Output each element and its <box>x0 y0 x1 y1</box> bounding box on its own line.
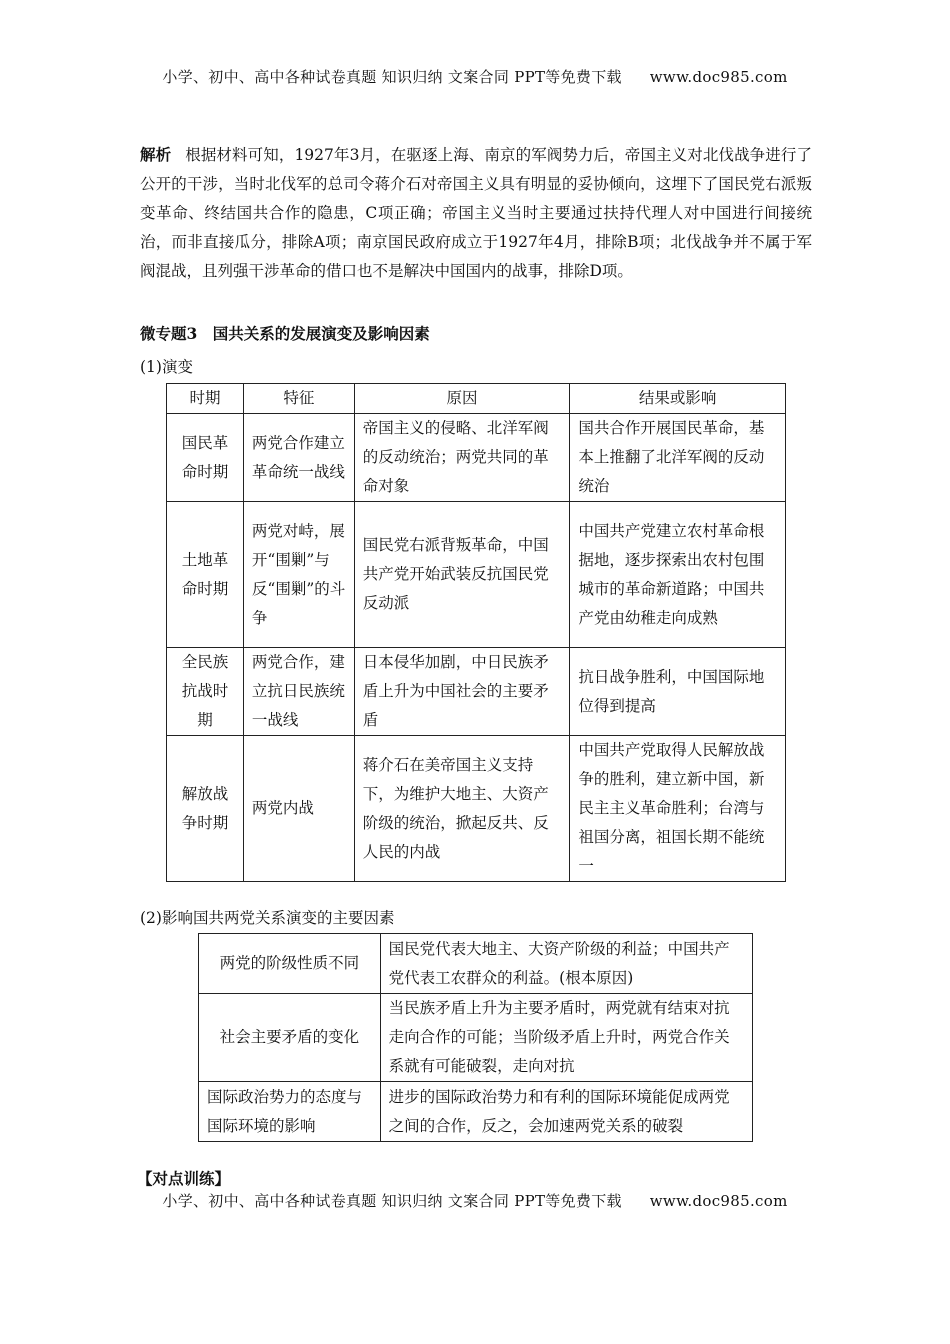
drill-title: 【对点训练】 <box>137 1169 231 1188</box>
header-period: 时期 <box>167 384 244 414</box>
feature-cell: 两党内战 <box>243 736 354 882</box>
section1-title: (1)演变 <box>140 358 193 376</box>
period-cell: 土地革命时期 <box>167 502 244 648</box>
feature-cell: 两党合作建立革命统一战线 <box>243 414 354 502</box>
factor-cell: 两党的阶级性质不同 <box>199 934 381 994</box>
evolution-table <box>166 383 786 882</box>
header-cause: 原因 <box>354 384 570 414</box>
factor-desc-cell: 当民族矛盾上升为主要矛盾时，两党就有结束对抗走向合作的可能；当阶级矛盾上升时，两党合作关系就有可能破裂，走向对抗 <box>380 994 752 1082</box>
cause-cell: 蒋介石在美帝国主义支持下，为维护大地主、大资产阶级的统治，掀起反共、反人民的内战 <box>354 736 570 882</box>
result-cell: 中国共产党取得人民解放战争的胜利，建立新中国，新民主主义革命胜利；台湾与祖国分离，祖国长期不能统一 <box>570 736 786 882</box>
footer-url-link[interactable]: www.doc985.com <box>649 1192 788 1210</box>
feature-cell: 两党对峙，展开“围剿”与反“围剿”的斗争 <box>243 502 354 648</box>
factor-desc-cell: 国民党代表大地主、大资产阶级的利益；中国共产党代表工农群众的利益。(根本原因) <box>380 934 752 994</box>
result-cell: 抗日战争胜利，中国国际地位得到提高 <box>570 648 786 736</box>
period-cell: 全民族抗战时期 <box>167 648 244 736</box>
table-row <box>167 648 786 736</box>
analysis-text: 根据材料可知，1927年3月，在驱逐上海、南京的军阀势力后，帝国主义对北伐战争进行了公开的干涉，当时北伐军的总司令蒋介石对帝国主义具有明显的妥协倾向，这埋下了国民党右派叛变革命、终结国共合作的隐患，C项正确；帝国主义当时主要通过扶持代理人对中国进行间接统治，而非直接瓜分，排除A项；南京国民政府成立于1927年4月，排除B项；北伐战争并不属于军阀混战，且列强干涉革命的借口也不是解决中国国内的战事，排除D项。 <box>140 146 812 280</box>
result-cell: 国共合作开展国民革命，基本上推翻了北洋军阀的反动统治 <box>570 414 786 502</box>
table-row <box>199 934 753 994</box>
section2-title: (2)影响国共两党关系演变的主要因素 <box>140 909 395 927</box>
result-cell: 中国共产党建立农村革命根据地，逐步探索出农村包围城市的革命新道路；中国共产党由幼稚走向成熟 <box>570 502 786 648</box>
feature-cell: 两党合作，建立抗日民族统一战线 <box>243 648 354 736</box>
topic-title: 微专题3 国共关系的发展演变及影响因素 <box>140 324 430 343</box>
factor-cell: 国际政治势力的态度与国际环境的影响 <box>199 1082 381 1142</box>
period-cell: 国民革命时期 <box>167 414 244 502</box>
analysis-label: 解析 <box>140 145 172 164</box>
header-text: 小学、初中、高中各种试卷真题 知识归纳 文案合同 PPT等免费下载 <box>162 68 622 86</box>
table-row <box>167 502 786 648</box>
cause-cell: 国民党右派背叛革命，中国共产党开始武装反抗国民党反动派 <box>354 502 570 648</box>
factor-cell: 社会主要矛盾的变化 <box>199 994 381 1082</box>
cause-cell: 帝国主义的侵略、北洋军阀的反动统治；两党共同的革命对象 <box>354 414 570 502</box>
header-url-link[interactable]: www.doc985.com <box>649 68 788 86</box>
table-row <box>199 1082 753 1142</box>
table-header-row <box>167 384 786 414</box>
table-row <box>199 994 753 1082</box>
table-row <box>167 414 786 502</box>
factors-table <box>198 933 753 1142</box>
cause-cell: 日本侵华加剧，中日民族矛盾上升为中国社会的主要矛盾 <box>354 648 570 736</box>
footer-text: 小学、初中、高中各种试卷真题 知识归纳 文案合同 PPT等免费下载 <box>162 1192 622 1210</box>
page-header <box>0 66 950 87</box>
period-cell: 解放战争时期 <box>167 736 244 882</box>
table-row <box>167 736 786 882</box>
page-footer <box>0 1190 950 1211</box>
header-result: 结果或影响 <box>570 384 786 414</box>
header-feature: 特征 <box>243 384 354 414</box>
factor-desc-cell: 进步的国际政治势力和有利的国际环境能促成两党之间的合作，反之，会加速两党关系的破裂 <box>380 1082 752 1142</box>
analysis-paragraph <box>140 140 812 286</box>
